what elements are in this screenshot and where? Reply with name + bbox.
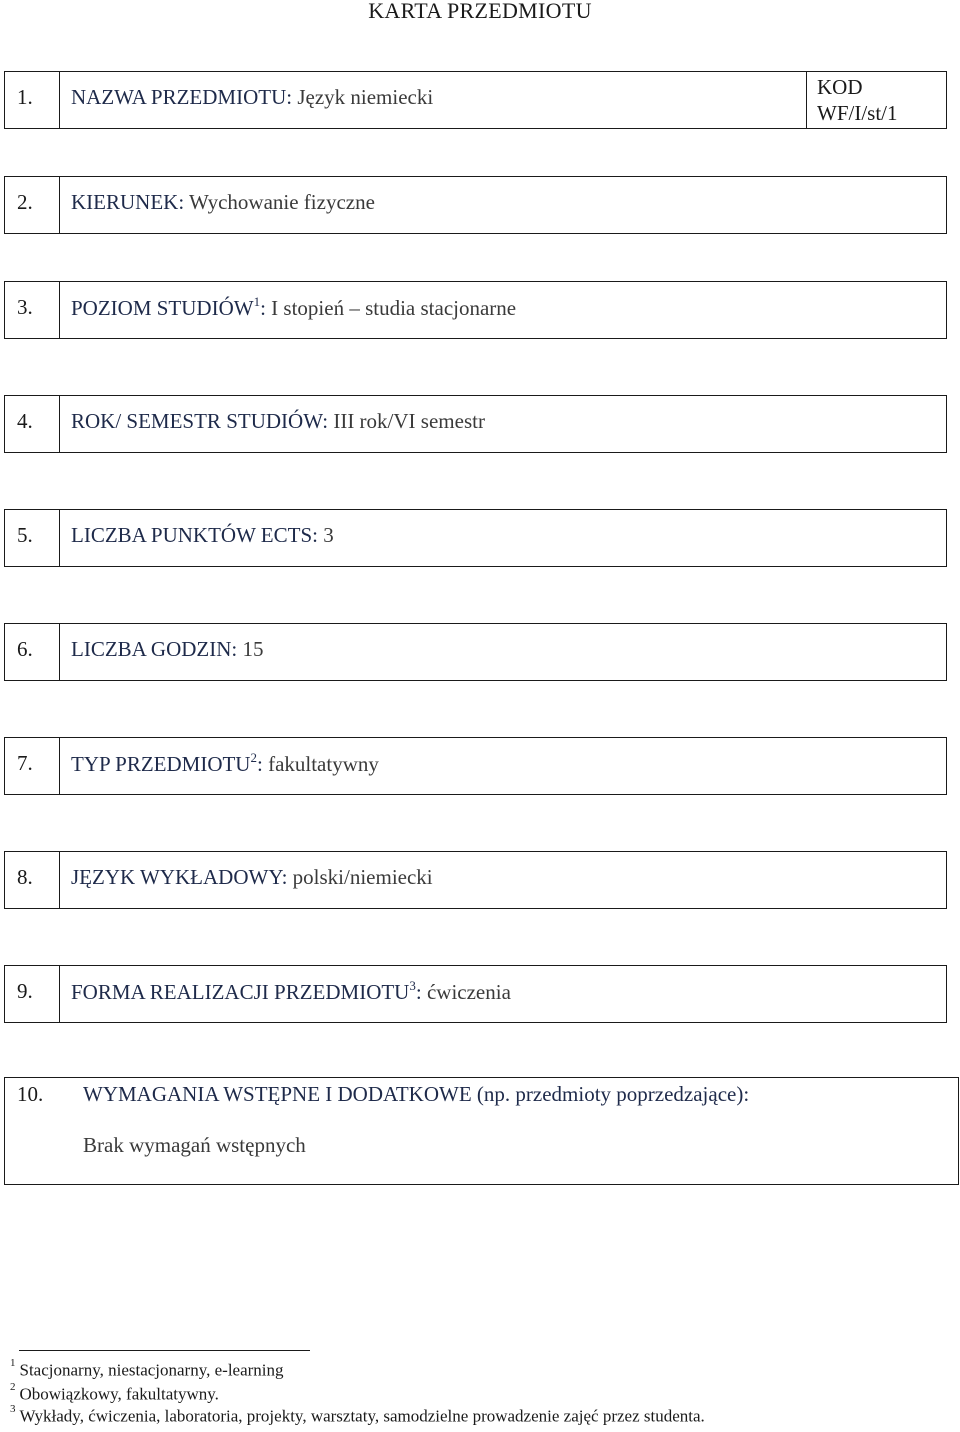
page-title: KARTA PRZEDMIOTU bbox=[368, 0, 592, 23]
row-label: TYP PRZEDMIOTU bbox=[71, 752, 251, 776]
footnote-text: Wykłady, ćwiczenia, laboratoria, projekty, warsztaty, samodzielne prowadzenie zajęć przez studenta. bbox=[19, 1406, 705, 1426]
row-label: WYMAGANIA WSTĘPNE I DODATKOWE (np. przedmioty poprzedzające): bbox=[83, 1082, 750, 1106]
row-content bbox=[71, 637, 264, 662]
row-number: 9. bbox=[17, 979, 33, 1003]
footnote bbox=[10, 1403, 705, 1427]
footnote bbox=[10, 1381, 219, 1405]
row-label: FORMA REALIZACJI PRZEDMIOTU bbox=[71, 980, 410, 1004]
row-hours bbox=[4, 623, 947, 681]
row-content: FORMA REALIZACJI PRZEDMIOTU$^3$: ćwiczenia bbox=[71, 978, 511, 1004]
row-label: ROK/ SEMESTR STUDIÓW: bbox=[71, 409, 329, 433]
footnote-mark: 2 bbox=[10, 1381, 16, 1393]
row-value: III rok/VI semestr bbox=[333, 409, 485, 433]
row-number: 5. bbox=[17, 523, 33, 547]
row-value: ćwiczenia bbox=[426, 980, 511, 1004]
code-value: WF/I/st/1 bbox=[817, 101, 898, 125]
code-cell bbox=[806, 72, 946, 128]
row-requirements bbox=[4, 1077, 959, 1185]
row-number: 10. bbox=[17, 1082, 44, 1106]
code-label: KOD bbox=[817, 75, 863, 99]
footnote-mark: 1 bbox=[10, 1357, 16, 1369]
row-label: JĘZYK WYKŁADOWY: bbox=[71, 865, 288, 889]
row-number: 3. bbox=[17, 295, 33, 319]
footnote bbox=[10, 1357, 284, 1381]
row-label: POZIOM STUDIÓW bbox=[71, 296, 254, 320]
row-number: 2. bbox=[17, 190, 33, 214]
row-subject-type bbox=[4, 737, 947, 795]
row-value: fakultatywny bbox=[268, 752, 379, 776]
row-content: TYP PRZEDMIOTU$^2$: fakultatywny bbox=[71, 750, 379, 776]
row-delivery-form bbox=[4, 965, 947, 1023]
row-field-of-study bbox=[4, 176, 947, 234]
footnote-text: Stacjonarny, niestacjonarny, e-learning bbox=[19, 1360, 284, 1380]
footnote-ref: 2 bbox=[250, 750, 257, 765]
footnote-mark: 3 bbox=[10, 1403, 16, 1415]
row-value: polski/niemiecki bbox=[292, 865, 433, 889]
row-number: 6. bbox=[17, 637, 33, 661]
row-value: 3 bbox=[323, 523, 334, 547]
footnote-text: Obowiązkowy, fakultatywny. bbox=[19, 1384, 219, 1404]
row-value: 15 bbox=[242, 637, 264, 661]
row-lecture-language bbox=[4, 851, 947, 909]
row-value: I stopień – studia stacjonarne bbox=[271, 296, 517, 320]
row-label: LICZBA GODZIN: bbox=[71, 637, 238, 661]
row-content bbox=[71, 190, 375, 215]
row-value: Brak wymagań wstępnych bbox=[83, 1133, 306, 1157]
row-ects-points bbox=[4, 509, 947, 567]
row-label: NAZWA PRZEDMIOTU: bbox=[71, 85, 293, 109]
row-content bbox=[71, 523, 334, 548]
footnote-ref: 1 bbox=[253, 294, 261, 309]
row-number: 7. bbox=[17, 751, 33, 775]
row-label: KIERUNEK: bbox=[71, 190, 185, 214]
footnote-separator bbox=[19, 1350, 310, 1351]
row-content: POZIOM STUDIÓW$^1$: I stopień – studia stacjonarne bbox=[71, 294, 517, 320]
row-year-semester bbox=[4, 395, 947, 453]
row-content bbox=[71, 865, 433, 890]
row-content bbox=[71, 409, 485, 434]
row-label: LICZBA PUNKTÓW ECTS: bbox=[71, 523, 318, 547]
footnote-ref: 3 bbox=[409, 978, 416, 993]
row-content bbox=[71, 85, 433, 110]
row-value: Język niemiecki bbox=[297, 85, 434, 109]
row-study-level bbox=[4, 281, 947, 339]
row-subject-name bbox=[4, 71, 947, 129]
row-number: 8. bbox=[17, 865, 33, 889]
row-number: 4. bbox=[17, 409, 33, 433]
row-number: 1. bbox=[17, 85, 33, 109]
row-value: Wychowanie fizyczne bbox=[189, 190, 375, 214]
